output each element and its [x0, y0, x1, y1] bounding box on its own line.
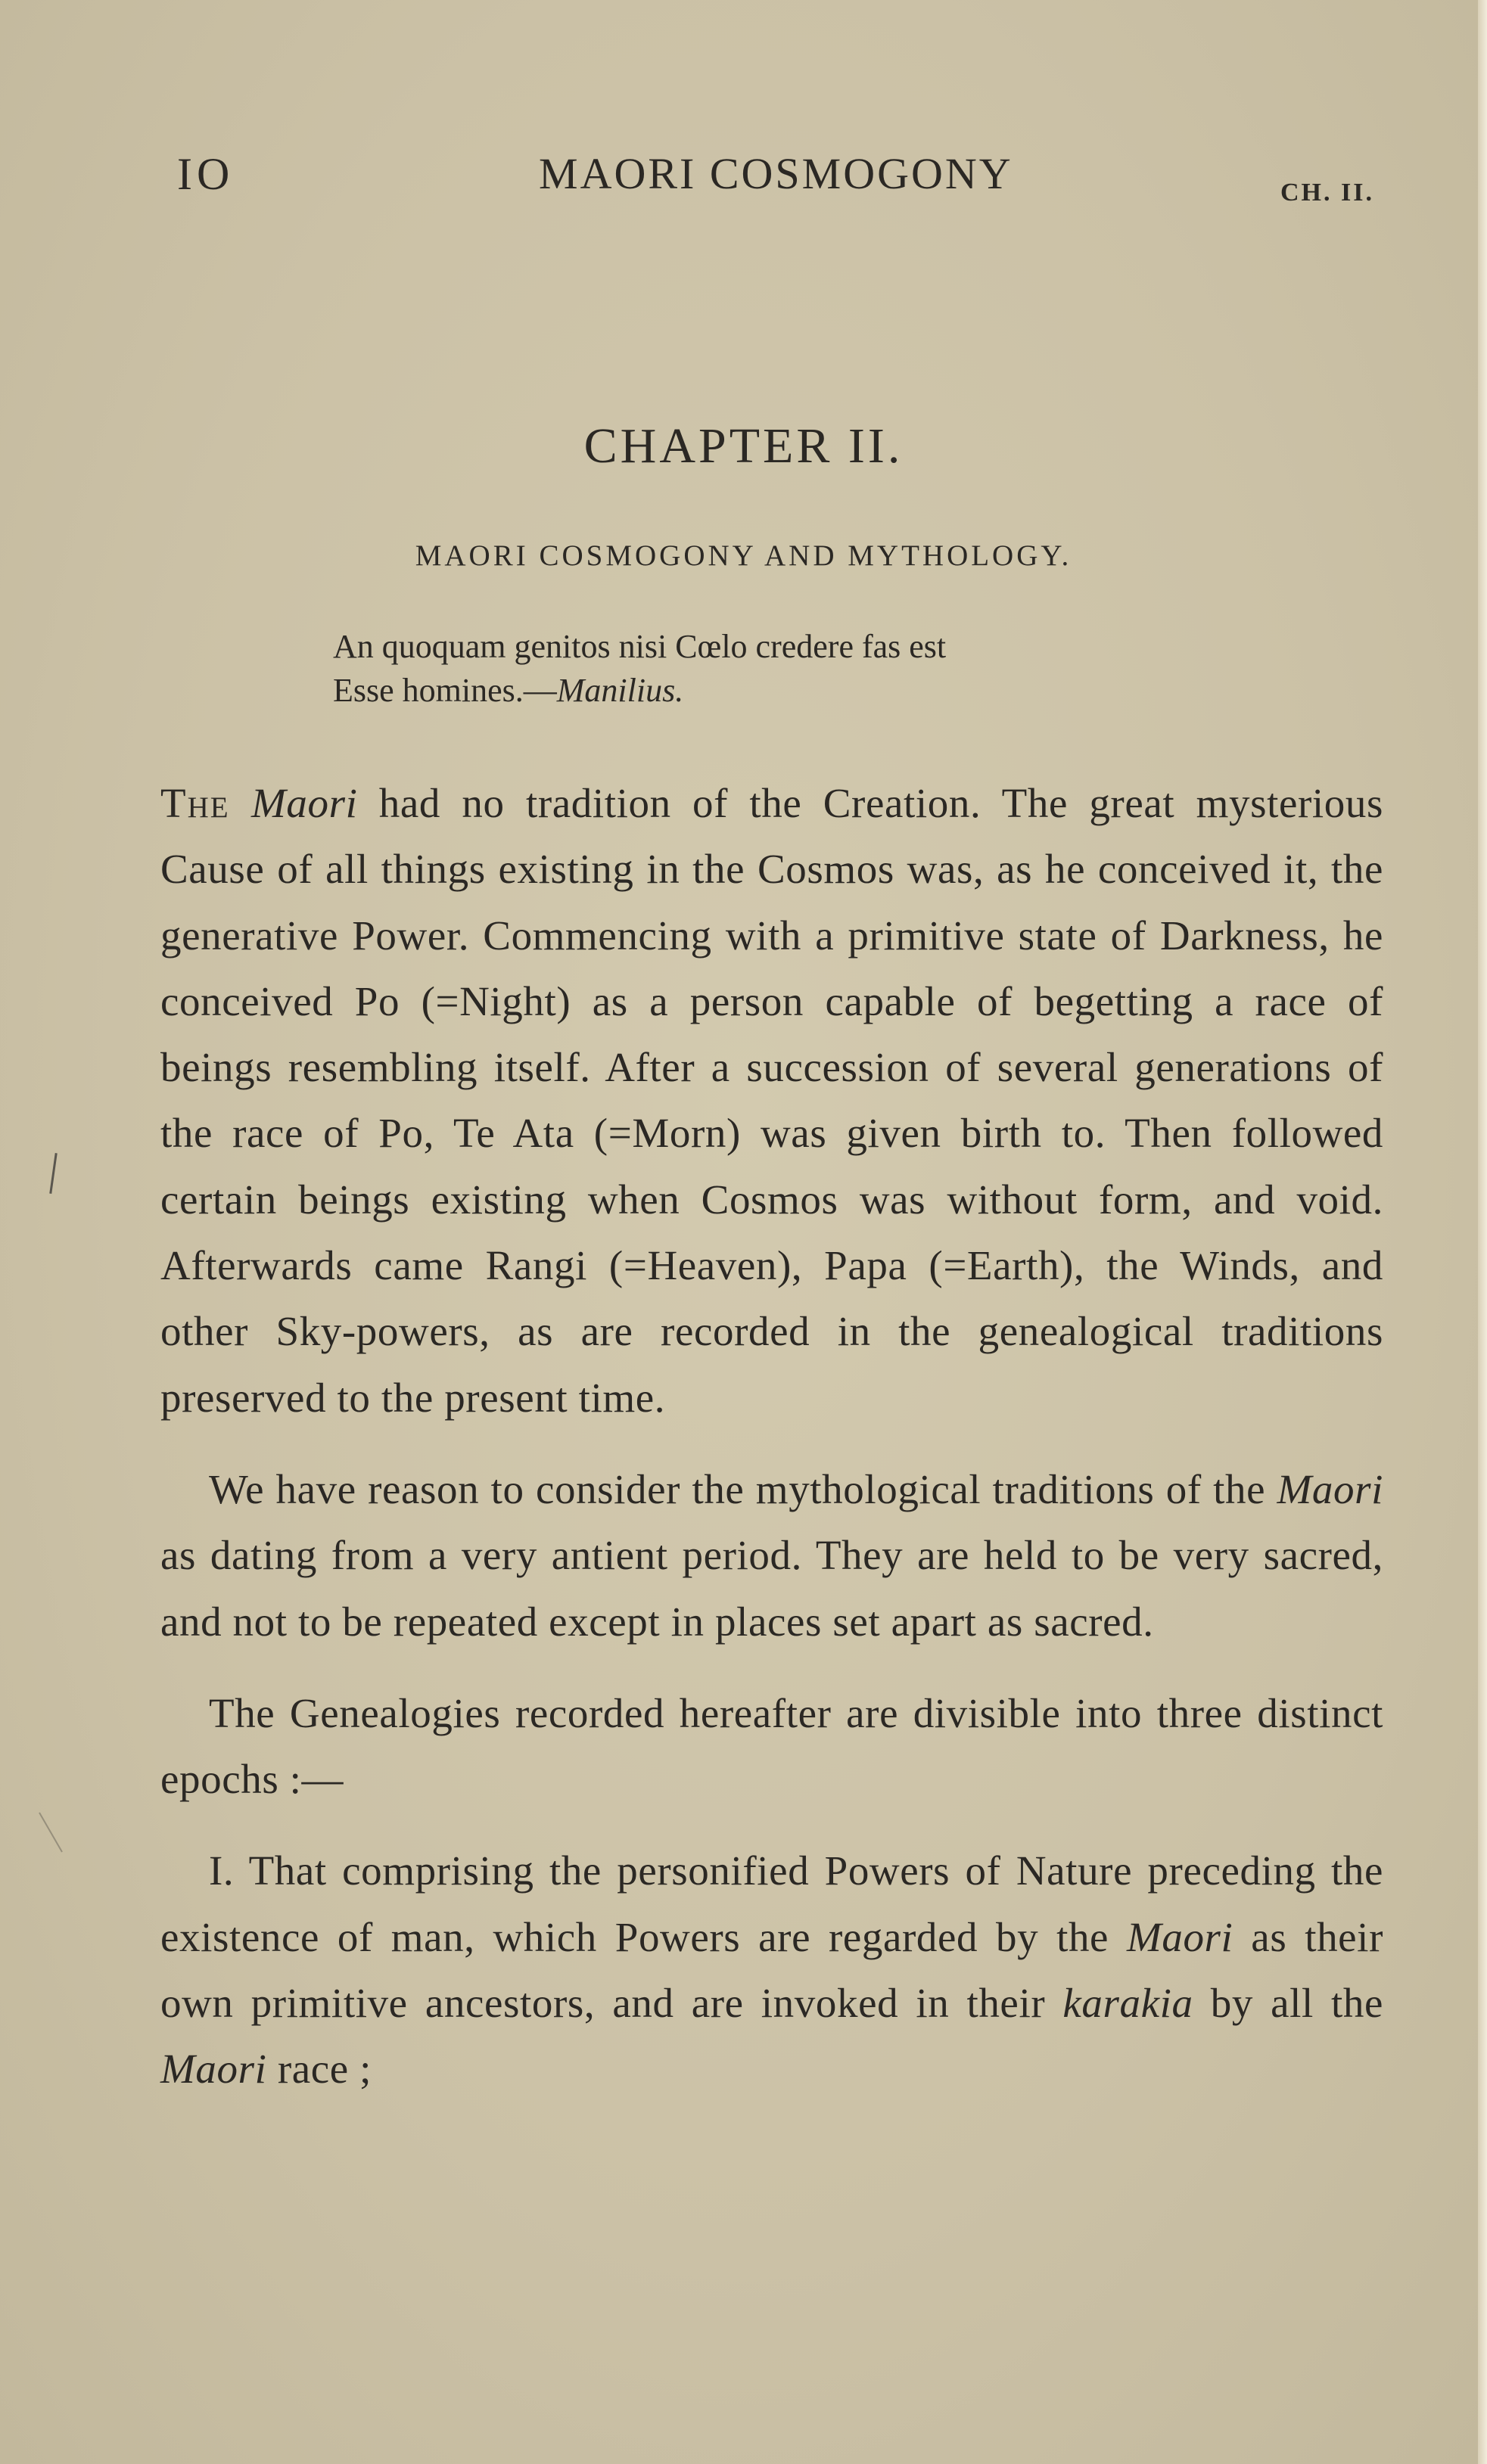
paragraph-4-text-mid2: by all the	[1193, 1980, 1383, 2027]
maori-term: Maori	[1126, 1913, 1233, 1960]
running-title: MAORI COSMOGONY	[539, 149, 1013, 198]
running-head	[0, 0, 1487, 227]
paragraph-2-text-after: as dating from a very antient period. They are held to be very sacred, and not to be repeated except in places set apart as sacred.	[160, 1532, 1383, 1645]
karakia-term: karakia	[1062, 1980, 1193, 2027]
paragraph-3: The Genealogies recorded hereafter are divisible into three distinct epochs :—	[160, 1689, 1383, 1803]
paragraph-1	[160, 770, 1383, 1431]
list-number: I.	[209, 1847, 235, 1894]
page-edge	[1478, 0, 1487, 2464]
paragraph-4-text-middle: as their own primitive ancestors, and are invoked in their	[160, 1913, 1383, 2027]
paragraph-1-text: had no tradition of the Creation. The great mysterious Cause of all things existing in the Cosmos was, as he conceived it, the generative Power. Commencing with a primitive state of Darkness, he conceived Po (=Night) as a person capable of begetting a race of beings resembling itself. After a succession of several generations of the race of Po, Te Ata (=Morn) was given birth to. Then followed certain beings existing when Cosmos was without form, and void. Afterwards came Rangi (=Heaven), Papa (=Earth), the Winds, and other Sky-powers, as are recorded in the genealogical traditions preserved to the present time.	[160, 780, 1383, 1421]
chapter-reference: CH. II.	[1280, 179, 1374, 207]
epigraph-line-2-text: Esse homines.—	[333, 672, 557, 709]
paragraph-2	[160, 1456, 1383, 1655]
maori-term: Maori	[250, 780, 358, 826]
epigraph-author: Manilius.	[556, 672, 684, 709]
paragraph-4-text-after: race ;	[266, 2046, 372, 2093]
maori-term: Maori	[160, 2046, 267, 2093]
margin-mark	[39, 1813, 63, 1853]
body-text	[160, 770, 1383, 2102]
epigraph-line-2	[333, 669, 946, 713]
epigraph-line-1: An quoquam genitos nisi Cœlo credere fas est	[333, 628, 947, 665]
margin-mark	[49, 1153, 57, 1194]
maori-term: Maori	[1277, 1465, 1383, 1512]
page-number: IO	[177, 149, 235, 199]
lead-word: The	[160, 780, 230, 826]
chapter-heading: CHAPTER II.	[583, 418, 904, 474]
epigraph	[333, 625, 946, 713]
paragraph-2-text-before: We have reason to consider the mythological traditions of the	[209, 1465, 1277, 1512]
paragraph-4	[160, 1838, 1383, 2102]
paragraph-4-text-before: That comprising the personified Powers of Nature preceding the existence of man, which Powers are regarded by the	[160, 1847, 1383, 1960]
chapter-subtitle: MAORI COSMOGONY AND MYTHOLOGY.	[415, 539, 1072, 572]
